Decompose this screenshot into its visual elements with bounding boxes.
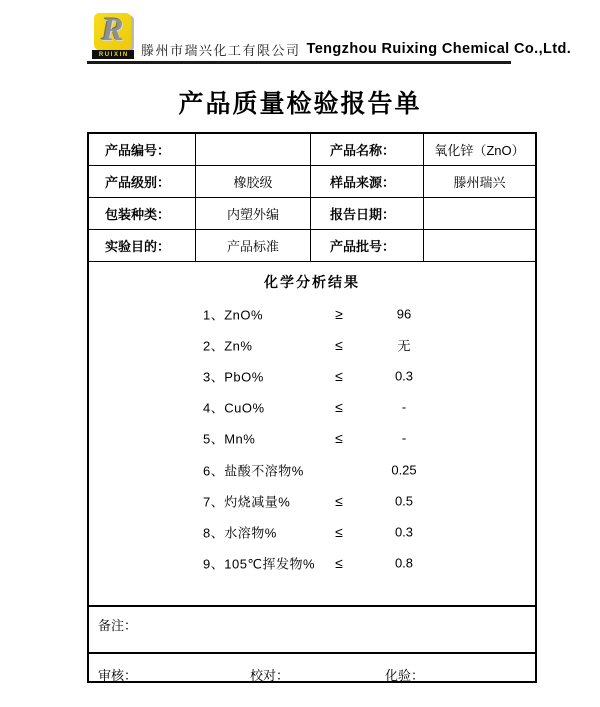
analysis-item bbox=[89, 516, 535, 547]
analysis-item bbox=[89, 485, 535, 516]
field-label-product-grade: 产品级别： bbox=[89, 166, 196, 197]
field-value-sample-source: 滕州瑞兴 bbox=[453, 175, 506, 190]
analysis-item bbox=[89, 423, 535, 454]
logo-brand-text: RUIXIN bbox=[98, 51, 129, 58]
ruixin-logo-icon bbox=[92, 12, 134, 60]
field-value-test-purpose: 产品标准 bbox=[196, 230, 311, 261]
analysis-item bbox=[89, 298, 535, 329]
analysis-section-title: 化学分析结果 bbox=[264, 274, 360, 290]
analysis-item-name: 7、灼烧减量% bbox=[203, 494, 291, 510]
analysis-item-value: - bbox=[401, 430, 407, 446]
analysis-item bbox=[89, 360, 535, 391]
analysis-item-comparator: ≤ bbox=[335, 555, 343, 572]
analysis-item-value: 0.8 bbox=[394, 555, 414, 571]
header bbox=[0, 0, 600, 70]
field-value-product-no bbox=[196, 134, 311, 165]
analysis-item-comparator: ≥ bbox=[335, 305, 343, 322]
proofread-label: 校对： bbox=[250, 668, 290, 684]
analysis-item-comparator: ≤ bbox=[335, 336, 343, 353]
analysis-item-name: 3、PbO% bbox=[203, 369, 264, 385]
analysis-item-value: 无 bbox=[397, 338, 411, 354]
field-value-report-date bbox=[424, 198, 535, 229]
field-value-package-type: 内塑外编 bbox=[196, 198, 311, 229]
logo-brand-band bbox=[92, 50, 134, 59]
company-name-en: Tengzhou Ruixing Chemical Co.,Ltd. bbox=[306, 41, 572, 57]
field-value-product-grade: 橡胶级 bbox=[196, 166, 311, 197]
analysis-item-value: 0.3 bbox=[394, 368, 414, 384]
field-value-batch-no bbox=[424, 230, 535, 261]
analysis-item bbox=[89, 548, 535, 579]
page-title: 产品质量检验报告单 bbox=[178, 90, 422, 118]
company-name-line bbox=[141, 38, 571, 60]
analysis-item-comparator: ≤ bbox=[335, 523, 343, 540]
analysis-item-comparator: ≤ bbox=[335, 430, 343, 447]
analysis-item-name: 2、Zn% bbox=[203, 338, 253, 354]
analysis-item-value: 96 bbox=[396, 306, 412, 322]
analysis-section bbox=[89, 262, 535, 607]
analysis-item-comparator: ≤ bbox=[335, 367, 343, 384]
field-label-product-name: 产品名称： bbox=[311, 134, 424, 165]
table-row bbox=[89, 134, 535, 166]
field-label-test-purpose: 实验目的： bbox=[89, 230, 196, 261]
analysis-item-value: 0.3 bbox=[394, 524, 414, 540]
analysis-item bbox=[89, 392, 535, 423]
field-label-product-no: 产品编号： bbox=[89, 134, 196, 165]
review-label: 审核： bbox=[98, 668, 138, 684]
signature-row bbox=[89, 654, 535, 684]
logo-letter: R bbox=[101, 12, 124, 48]
logo-yellow-box bbox=[94, 13, 131, 50]
analysis-item-name: 4、CuO% bbox=[203, 400, 265, 416]
field-label-package-type: 包装种类： bbox=[89, 198, 196, 229]
analysis-item-name: 1、ZnO% bbox=[203, 307, 264, 323]
analysis-item-name: 5、Mn% bbox=[203, 431, 256, 447]
table-row bbox=[89, 230, 535, 262]
analysis-item-comparator: ≤ bbox=[335, 492, 343, 509]
table-row bbox=[89, 166, 535, 198]
field-label-batch-no: 产品批号： bbox=[311, 230, 424, 261]
analysis-item-value: - bbox=[401, 399, 407, 415]
field-value-product-name: 氧化锌（ZnO） bbox=[434, 143, 525, 158]
header-divider bbox=[87, 61, 511, 64]
analysis-item bbox=[89, 454, 535, 485]
remarks-row bbox=[89, 607, 535, 654]
company-name-cn: 滕州市瑞兴化工有限公司 bbox=[141, 42, 301, 58]
test-label: 化验： bbox=[385, 668, 425, 684]
report-table bbox=[87, 132, 537, 683]
analysis-item-name: 9、105℃挥发物% bbox=[203, 556, 316, 572]
table-row bbox=[89, 198, 535, 230]
field-label-report-date: 报告日期： bbox=[311, 198, 424, 229]
analysis-item bbox=[89, 329, 535, 360]
analysis-item-name: 6、盐酸不溶物% bbox=[203, 463, 304, 479]
remarks-label: 备注： bbox=[98, 618, 138, 634]
analysis-item-name: 8、水溶物% bbox=[203, 525, 277, 541]
analysis-item-value: 0.25 bbox=[391, 462, 417, 478]
analysis-item-comparator: ≤ bbox=[335, 399, 343, 416]
analysis-items bbox=[89, 298, 535, 579]
field-label-sample-source: 样品来源： bbox=[311, 166, 424, 197]
analysis-item-value: 0.5 bbox=[394, 493, 414, 509]
